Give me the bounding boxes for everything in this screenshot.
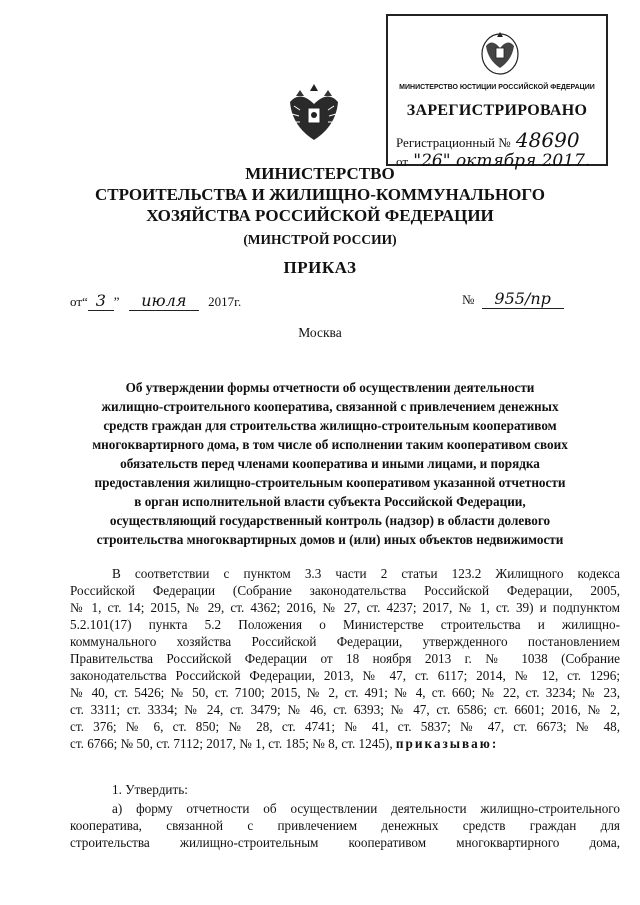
stamp-ministry: МИНИСТЕРСТВО ЮСТИЦИИ РОССИЙСКОЙ ФЕДЕРАЦИИ — [399, 84, 595, 91]
coat-of-arms-icon — [286, 80, 342, 146]
order-date-prefix: от — [70, 294, 83, 309]
city: Москва — [298, 325, 342, 340]
stamp-status: ЗАРЕГИСТРИРОВАНО — [406, 102, 588, 119]
document-type: ПРИКАЗ — [283, 258, 357, 277]
ministry-title — [0, 163, 640, 226]
preamble-line: В соответствии с пунктом 3.3 части 2 статьи 123.2 Жилищного кодекса — [112, 566, 620, 581]
item-1-heading: 1. Утвердить: — [112, 782, 188, 797]
preamble-line: ст. 6766; № 50, ст. 7112; 2017, № 1, ст. 185; № 8, ст. 1245), — [70, 736, 393, 751]
ministry-title-line: МИНИСТЕРСТВО — [245, 164, 395, 183]
stamp-reg-value: 48690 — [515, 128, 580, 152]
stamp-date-prefix: от — [396, 154, 409, 169]
order-number-value: 955/пр — [482, 289, 564, 309]
ministry-title-line: ХОЗЯЙСТВА РОССИЙСКОЙ ФЕДЕРАЦИИ — [146, 206, 494, 225]
stamp-date-value: "26" октября 2017. — [413, 151, 591, 171]
order-date: от“ 3 ” июля 2017г. — [70, 291, 242, 310]
preamble-line: 5.2.101(17) пункта 5.2 Положения о Министерстве строительства и жилищно- — [70, 617, 620, 632]
order-year: 2017г. — [208, 294, 242, 309]
preamble-line: № 40, ст. 5426; № 50, ст. 7100; 2015, № 2, ст. 491; № 4, ст. 660; № 22, ст. 3234; № 23, — [70, 685, 620, 700]
preamble-line: ст. 376; № 6, ст. 850; № 28, ст. 4741; № 41, ст. 5837; № 47, ст. 6673; № 48, — [70, 719, 620, 734]
subject-line: осуществляющий государственный контроль (надзор) в области долевого — [109, 513, 551, 528]
subject-line: в орган исполнительной власти субъекта Российской Федерации, — [134, 494, 526, 509]
preamble-line: коммунального хозяйства Российской Федерации, утвержденного постановлением — [70, 634, 620, 649]
subject-line: предоставления жилищно-строительным кооперативом указанной отчетности — [94, 475, 566, 490]
order-month: июля — [129, 291, 199, 311]
preamble — [70, 565, 620, 752]
item-1 — [70, 781, 620, 851]
order-subject — [70, 378, 590, 549]
order-day: 3 — [88, 291, 114, 311]
ministry-abbreviation: (МИНСТРОЙ РОССИИ) — [243, 232, 397, 247]
subject-line: средств граждан для строительства жилищно-строительным кооперативом — [103, 418, 557, 433]
subject-line: многоквартирного дома, в том числе об исполнении таким кооперативом своих — [92, 437, 568, 452]
item-1a-line: кооператива, связанной с привлечением денежных средств граждан для — [70, 818, 620, 833]
preamble-line: Правительства Российской Федерации от 18 ноября 2013 г. № 1038 (Собрание — [70, 651, 620, 666]
preamble-last-line — [70, 735, 620, 752]
order-verb: приказываю: — [395, 736, 499, 751]
coat-of-arms-icon — [478, 24, 522, 80]
subject-line: строительства многоквартирных домов и (или) иных объектов недвижимости — [96, 532, 564, 547]
item-1a-line: строительства жилищно-строительным кооперативом многоквартирного дома, — [70, 835, 620, 850]
stamp-reg-label: Регистрационный № — [396, 135, 511, 150]
ministry-title-line: СТРОИТЕЛЬСТВА И ЖИЛИЩНО-КОММУНАЛЬНОГО — [94, 185, 546, 204]
order-number-label: № — [462, 292, 475, 307]
preamble-line: ст. 3311; ст. 3334; № 24, ст. 3479; № 46, ст. 6393; № 47, ст. 6586; ст. 6601; 2016, № 2, — [70, 702, 620, 717]
order-number — [462, 289, 564, 309]
subject-line: обязательств перед членами кооператива и иными лицами, и порядка — [120, 456, 540, 471]
preamble-line: законодательства Российской Федерации, 2013, № 47, ст. 6117; 2014, № 12, ст. 1296; — [70, 668, 620, 683]
stamp-reg-number — [396, 128, 580, 152]
registration-stamp — [386, 14, 608, 171]
item-1a-line: а) форму отчетности об осуществлении деятельности жилищно-строительного — [112, 801, 620, 816]
preamble-line: Российской Федерации (Собрание законодательства Российской Федерации, 2005, — [70, 583, 620, 598]
subject-line: Об утверждении формы отчетности об осуществлении деятельности — [125, 380, 535, 395]
preamble-line: № 1, ст. 14; 2015, № 29, ст. 4362; 2016, № 27, ст. 4237; 2017, № 1, ст. 39) и подпунктом — [70, 600, 620, 615]
subject-line: жилищно-строительного кооператива, связанной с привлечением денежных — [101, 399, 559, 414]
